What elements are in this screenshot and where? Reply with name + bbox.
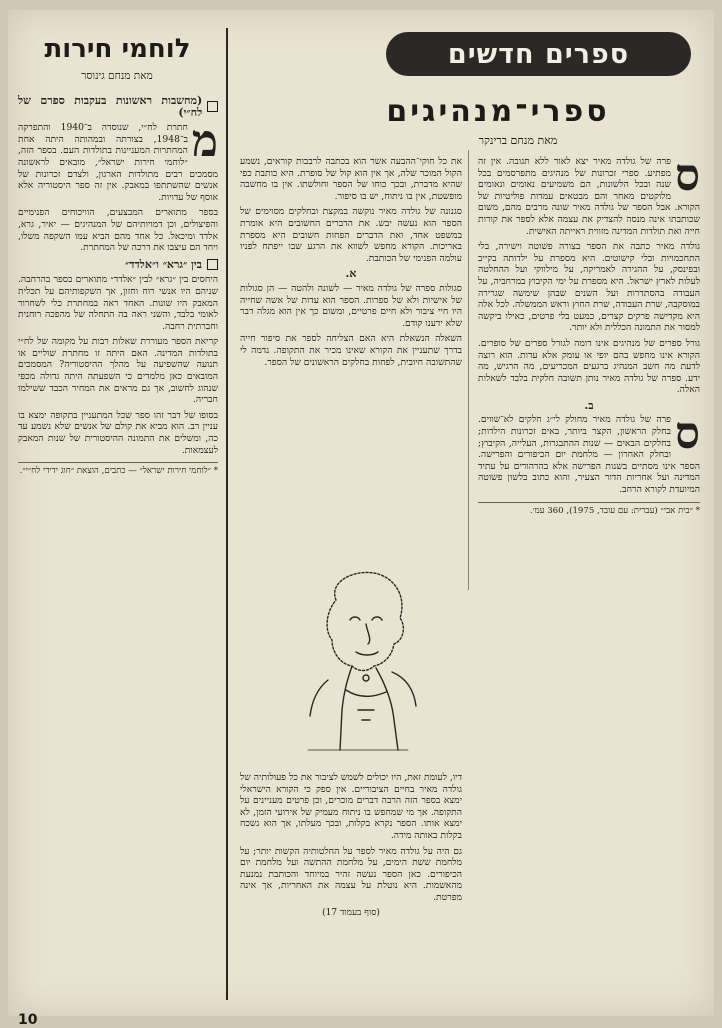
drop-cap: ס (674, 408, 700, 460)
section-banner-label: ספרים חדשים (447, 38, 630, 70)
section-mark: א. (345, 267, 357, 281)
paragraph (478, 150, 700, 237)
footnote: * ״לוחמי חירות ישראל״ — כתבים, הוצאת ״חוג ידידי לח״י״. (18, 462, 218, 478)
article-byline: מאת מנחם ברינקר (478, 134, 558, 147)
paragraph: גם היה על גולדה מאיר לספר על החלטותיה הקשות יותר; על מלחמת ששת הימים, על מלחמת ההתשה ועל מלחמת יום הכיפורים. כאן הספר נעשה זהיר במיוחד והכותבת נמנעת מהאשמות. היא נוטלת על עצמה את האחריות, אך אינה מפרטת. (240, 845, 462, 903)
paragraph: היחסים בין ״גרא״ לבין ״אלדד״ מתוארים בספר בהרחבה. שניהם היו אנשי רוח וחזון, אך השקפותיהם על תכלית המאבק היו שונות. האחד ראה במחתרת כלי לשחרור לאומי בלבד, והשני ראה בה התחלה של מהפכה רוחנית וחברתית רחבה. (18, 274, 218, 332)
left-subhead-1 (18, 95, 218, 118)
continuation-note: (סוף בעמוד 17) (322, 907, 380, 918)
paragraph (478, 408, 700, 496)
paragraph: דיו, לעומת זאת, היו יכולים לשמש לציבור את כל פעולותיה של גולדה מאיר בחיים הציבוריים. אין ספק כי הקורא הישראלי ימצא בספר הזה הרבה דברים מוכרים, וכן פרטים מעניינים על התקופה. אך מי שמחפש בו ניתוח מעמיק של אירועי הזמן, לא ימצא אותו. הספר נקרא בקלות, ובכך מעלתו, אך הוא נשכח בקלות באותה מידה. (240, 772, 462, 841)
paragraph (18, 116, 218, 203)
paragraph: גולדה מאיר כתבה את הספר בצורה פשוטה וישירה, בלי התחכמויות ובלי קישוטים. היא מספרת על ילדותה בקייב ובפינסק, על ההגירה לאמריקה, על מילווקי ועל ההחלטה לעלות לארץ ישראל. היא מספרת על ימי הקיבוץ במרחביה, על העבודה בהסתדרות ועל השנים שבהן שימשה שגרירה במוסקבה, שרת העבודה, שרת החוץ וראש הממשלה. לכל אלה היא מקדישה פרקים קצרים, כמעט בלי פרטים, כאילו ביקשה למסור את התמונה הכללית ולא יותר. (478, 241, 700, 334)
paragraph-text: חתרת לח״י, שנוסדה ב־1940 והתפרקה ב־1948, בצורתה ובמהותה היתה אחת המחתרות המעניינות בתולדות העם. בספר הזה, ״לוחמי חירות ישראל״, מובאים לראשונה מסמכים רבים מתולדות הארגון, ולצדם זכרונות של אנשים שהשתתפו במאבק. אין זה ספר היסטוריה אלא אוסף של עדויות. (18, 122, 218, 203)
box-marker-icon (207, 101, 218, 112)
paragraph-text: פרה של גולדה מאיר מחולק לי״ג חלקים לא־שווים. בחלק הראשון, הקצר ביותר, באים זכרונות הילדות; בחלקים הבאים — שנות ההתבגרות, העלייה, הקיבוץ; ובחלק האחרון — מלחמת יום הכיפורים והפרישה. הספר אינו מסתיים בשנות הפרישה אלא בהרהורים על עתיד המדינה ועל אחריות הדור הצעיר, והוא כתוב בלשון פשוטה המיועדת לקורא הרחב. (478, 414, 700, 496)
column-divider-inner (468, 150, 469, 590)
paragraph: השאלה הנשאלת היא האם הצליחה לספר את סיפור חייה בדרך שתעניין את הקורא שאינו מכיר את התקופה. נדמה לי שהתשובה חיובית, לפחות בחלקים הראשונים של הספר. (240, 333, 462, 368)
magazine-page (8, 10, 714, 1028)
section-banner (386, 32, 691, 76)
article-title: ספרי־מנהיגים (386, 94, 610, 129)
paragraph: בסופו של דבר זהו ספר שכל המתעניין בתקופה ימצא בו עניין רב. הוא מביא את קולם של אנשים שלא נשמע עד כה, ומשלים את התמונה ההיסטורית של שנות המאבק לעצמאות. (18, 409, 218, 456)
section-mark: ב. (584, 398, 594, 412)
left-subhead-2 (18, 259, 218, 271)
main-right-column (478, 150, 700, 996)
main-middle-column-lower (240, 772, 462, 1000)
drop-cap: מ (191, 116, 218, 168)
paragraph: בספר מתוארים המבצעים, הוויכוחים הפנימיים והפיצולים, וכן דמויותיהם של המנהיגים — יאיר, גרא, אלדד ומיכאל. כל אחד מהם הביא עמו השקפה משלו, ויחד הם עיצבו את דרכה של המחתרת. (18, 207, 218, 254)
footnote: * ״בית אבי״ (עברית: עם עובד, 1975), 360 עמ׳. (478, 502, 700, 517)
drop-cap: ס (674, 150, 700, 201)
left-article-byline: מאת מנחם גינוסר (81, 70, 153, 82)
column-divider (226, 28, 228, 1000)
main-middle-column (240, 156, 462, 576)
paragraph: גורל ספרים של מנהיגים אינו דומה לגורל ספרים של סופרים. הקורא אינו מחפש בהם יופי או עומק אלא עדות. הוא רוצה לדעת מה חשב המנהיג ברגעים המכריעים, מה הרגיש, מה ידע. ספרה של גולדה מאיר נותן תשובה חלקית בלבד לשאלות האלה. (478, 337, 700, 396)
paragraph-text: פרה של גולדה מאיר יצא לאור ללא תגובה. אין זה מפתיע. ספרי זכרונות של מנהיגים מתפרסמים בכל שנה ובכל הלשונות, הם משמיעים נאומים ונאומים מלוקטים מאחר והם מבטאים עמדות פוליטיות של הקורא. אבל הספר של גולדה מאיר שונה מרבים מהם, משום שכותבתו אינה מנסה להצדיק את עצמה אלא לספר את קורות חייה ואת תולדות המדינה מזווית ראייתה האישית. (478, 156, 700, 237)
paragraph: סגנונה של גולדה מאיר נוקשה במקצת ובחלקים מסוימים של הספר הוא נעשה יבש. את הדברים החשובים היא אומרת במשפט אחד, ואת הדברים הפחות חשובים היא מספרת באריכות. הקורא מחפש לשווא את הרגע שבו ייפתח לפניו עולמה הפנימי של הכותבת. (240, 206, 462, 264)
left-article-title: לוחמי חירות (44, 34, 191, 64)
page-number: 10 (18, 1012, 38, 1028)
paragraph: סגולות ספרה של גולדה מאיר — לשונה ולהטה — הן סגולות של אישיות ולא של ספרות. הספר הוא עדות של אשה שחייה היו חיי ציבור ולא חיים פרטיים, ומשום כך אין הוא מגלה דבר שלא ידענו קודם. (240, 282, 462, 329)
box-marker-icon (207, 259, 218, 270)
caricature-illustration (288, 560, 428, 760)
subhead-text: (מחשבות ראשונות בעקבות ספרם של לח״י) (18, 94, 203, 119)
paragraph: קריאת הספר מעוררת שאלות רבות על מקומה של לח״י בתולדות המדינה. האם היתה זו מחתרת שוליים או תנועה שהשפיעה על מהלך ההיסטוריה? המסמכים המובאים כאן מלמדים כי השפעתה היתה גדולה מכפי שנהוג לחשוב, אך גם מראים את המחיר הכבד ששילמו חבריה. (18, 336, 218, 406)
paragraph: את כל חוקי־ההבעה אשר הוא בכתבה לרבבות קוראים, נשמע הקול המוכר שלה, אך אין הוא קול של סופרת. היא כותבת כפי שהיא מדברת, ובכך כוחו של הספר וחולשתו. אין בו מחשבה מופשטת, אין בו ניתוח, יש בו סיפור. (240, 156, 462, 202)
left-column (18, 90, 218, 990)
subhead-text: בין ״גרא״ ו״אלדד״ (124, 257, 202, 271)
